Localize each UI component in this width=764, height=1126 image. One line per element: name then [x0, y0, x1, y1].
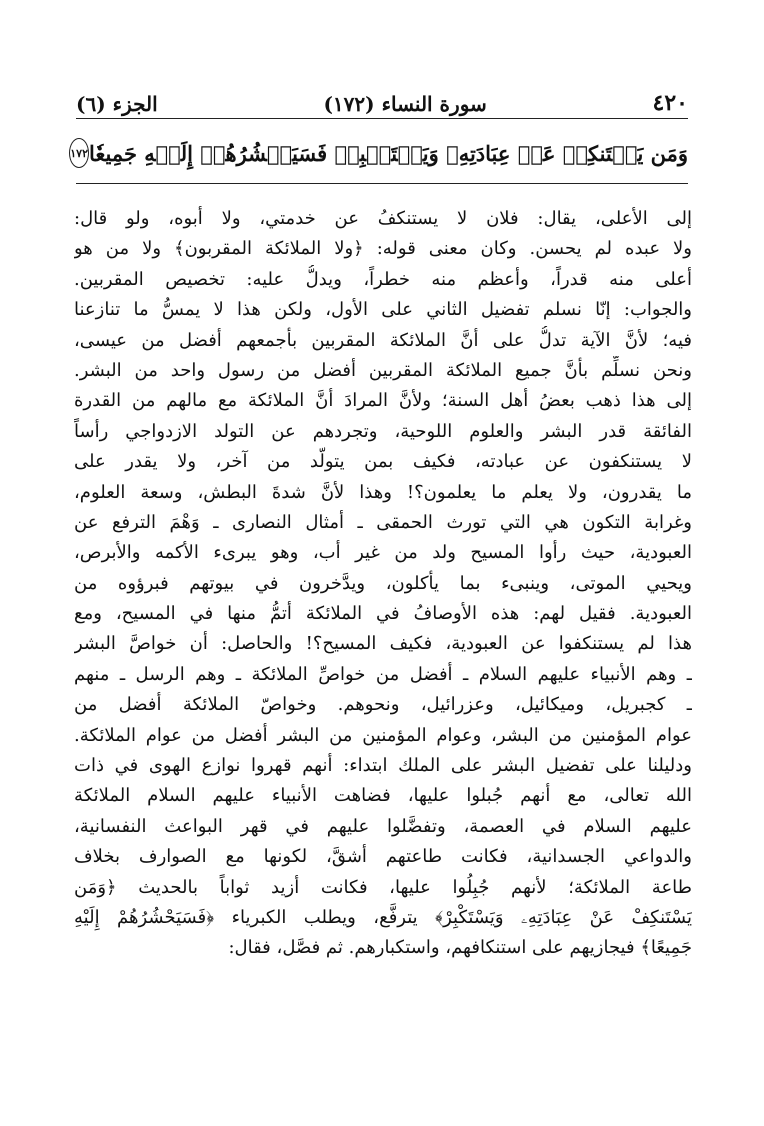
text-line: ويحيي الموتى، وينبىء بما يأكلون، ويدَّخرون في بيوتهم فبرؤوه من — [74, 572, 692, 594]
verse-divider — [76, 183, 688, 184]
text-line: عوام المؤمنين من البشر، وعوام المؤمنين من البشر أفضل من عوام الملائكة. — [74, 724, 692, 746]
text-line: جَمِيعًا﴾ فيجازيهم على استنكافهم، واستكبارهم. ثم فصَّل، فقال: — [228, 937, 692, 959]
verse-number: ١٧٢ — [70, 146, 88, 160]
text-line: العبودية. فقيل لهم: هذه الأوصافُ في الملائكة أتمُّ منها في المسيح، ومع — [74, 603, 692, 625]
text-line: فيه؛ لأنَّ الآية تدلُّ على أنَّ الملائكة المقربين بأجمعهم أفضل من عيسى، — [74, 329, 692, 351]
quran-verse-line — [70, 131, 688, 175]
text-line: الفائقة قدر البشر والعلوم اللوحية، وتجردهم عن التولد الازدواجي رأساً — [74, 420, 692, 442]
text-line: ونحن نسلِّم بأنَّ جميع الملائكة المقربين أفضل من رسول واحد من البشر. — [74, 359, 692, 381]
text-line: أعلى منه قدراً، وأعظم منه خطراً، ويدلُّ عليه: تخصيص المقربين. — [74, 268, 692, 290]
text-line: وغرابة التكون هي التي تورث الحمقى ـ أمثال النصارى ـ وَهْمَ الترفع عن — [74, 511, 692, 533]
text-line: يَسْتَنكِفْ عَنْ عِبَادَتِهِۦ وَيَسْتَكْبِرْ﴾ يترفَّع، ويطلب الكبرياء ﴿فَسَيَحْشُرُهُمْ إِلَيْهِ — [74, 906, 692, 928]
text-line: الله تعالى، مع أنهم جُبلوا عليها، فضاهت الأنبياء عليهم السلام الملائكة — [74, 785, 692, 807]
header-divider — [76, 118, 688, 119]
surah-title: سورة النساء (١٧٢) — [323, 92, 487, 116]
text-line: ـ وهم الأنبياء عليهم السلام ـ أفضل من خواصِّ الملائكة ـ وهم الرسل ـ منهم — [74, 663, 692, 685]
text-line: ولا عبده لم يحسن. وكان معنى قوله: ﴿ولا الملائكة المقربون﴾ ولا من هو — [74, 238, 692, 260]
text-line: والجواب: إنّا نسلم تفضيل الثاني على الأول، ولكن هذا لا يمسُّ ما تنازعنا — [74, 299, 692, 321]
text-line: ودليلنا على تفضيل البشر على الملك ابتداء: أنهم قهروا نوازع الهوى في ذات — [74, 755, 692, 777]
page-number: ٤٢٠ — [652, 90, 688, 116]
text-line: لا يستنكفون عن عبادته، فكيف بمن يتولَّد من آخر، ولا يقدر على — [74, 451, 692, 473]
text-line: عليهم السلام في العصمة، وتفضَّلوا عليهم في قهر البواعث النفسانية، — [74, 815, 692, 837]
text-line: إلى هذا ذهب بعضُ أهل السنة؛ ولأنَّ المرادَ أنَّ الملائكة مع مالهم من القدرة — [74, 390, 692, 412]
text-line: ـ كجبريل، وميكائيل، وعزرائيل، ونحوهم. وخواصّ الملائكة أفضل من — [74, 694, 692, 716]
text-line: العبودية، حيث رأوا المسيح ولد من غير أب، وهو يبرىء الأكمه والأبرص، — [74, 542, 692, 564]
text-line: ما يقدرون، ولا يعلم ما يعلمون؟! وهذا لأنَّ شدةَ البطش، وسعة العلوم، — [74, 481, 692, 503]
verse-text: وَمَن يَسۡتَنكِفۡ عَنۡ عِبَادَتِهِۦ وَيَسۡتَكۡبِرۡ فَسَيَحۡشُرُهُمۡ إِلَيۡهِ جَمِيعٗا — [88, 140, 688, 166]
text-line: إلى الأعلى، يقال: فلان لا يستنكفُ عن خدمتي، ولا أبوه، ولو قال: — [74, 208, 692, 229]
text-line: طاعة الملائكة؛ لأنهم جُبِلُوا عليها، فكانت أزيد ثواباً بالحديث ﴿وَمَن — [74, 876, 692, 898]
juz-label: الجزء (٦) — [76, 92, 158, 116]
verse-number-marker — [69, 138, 89, 168]
text-line: والدواعي الجسدانية، فكانت طاعتهم أشقَّ، لكونها مع الصوارف بخلاف — [74, 846, 692, 868]
commentary-body — [74, 204, 692, 964]
running-head — [76, 74, 688, 114]
text-line: هذا لم يستنكفوا عن العبودية، فكيف المسيح؟! والحاصل: أن خواصَّ البشر — [74, 633, 692, 655]
